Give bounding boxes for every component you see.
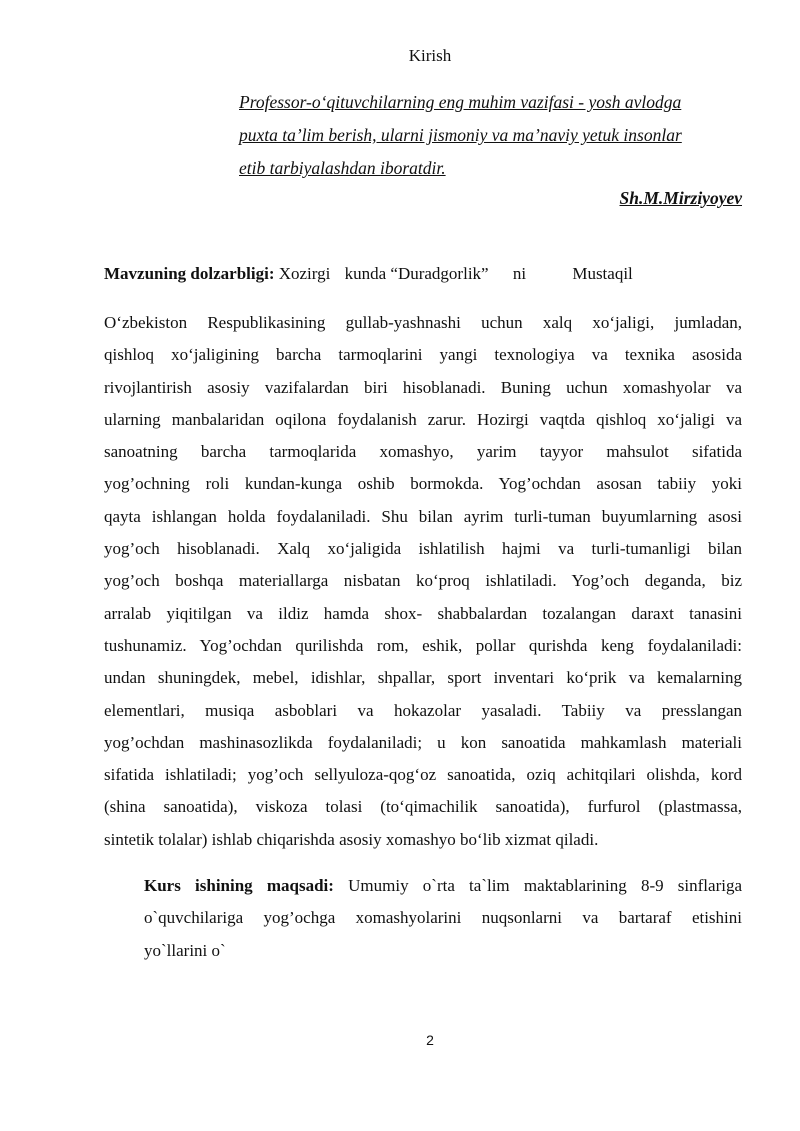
course-goal-label: Kurs ishining maqsadi: [144, 876, 334, 895]
paragraph-line: o`quvchilariga yog’ochga xomashyolarini nuqsonlarni va bartaraf etishini [144, 908, 742, 928]
page-number: 2 [426, 1032, 434, 1048]
paragraph-line: qishloq xo‘jaligining barcha tarmoqlarini yangi texnologiya va texnika asosida [104, 345, 742, 365]
paragraph-line: O‘zbekiston Respublikasining gullab-yashnashi uchun xalq xo‘jaligi, jumladan, [104, 313, 742, 332]
relevance-line [104, 264, 633, 284]
epigraph-line: Professor-o‘qituvchilarning eng muhim vazifasi - yosh avlodga [239, 92, 682, 112]
relevance-word: kunda “Duradgorlik” [344, 264, 489, 283]
paragraph-line: yog’ochdan mashinasozlikda foydalaniladi; u kon sanoatida mahkamlash materiali [104, 732, 742, 752]
paragraph-line [144, 870, 742, 902]
paragraph-line: arralab yiqitilgan va ildiz hamda shox- shabbalardan tozalangan daraxt tanasini [104, 603, 742, 623]
paragraph-line: sanoatning barcha tarmoqlarida xomashyo, yarim tayyor mahsulot sifatida [104, 442, 742, 462]
course-goal-paragraph [144, 870, 742, 967]
paragraph-line: elementlari, musiqa asboblari va hokazolar yasaladi. Tabiiy va presslangan [104, 700, 742, 720]
paragraph-line: yog’ochning roli kundan-kunga oshib bormokda. Yog’ochdan asosan tabiiy yoki [104, 474, 742, 494]
paragraph-line: sintetik tolalar) ishlab chiqarishda asosiy xomashyo bo‘lib xizmat qiladi. [104, 829, 599, 849]
body-paragraph [104, 307, 742, 856]
paragraph-line: undan shuningdek, mebel, idishlar, shpallar, sport inventari ko‘prik va kemalarning [104, 668, 742, 688]
paragraph-line: rivojlantirish asosiy vazifalardan biri hisoblanadi. Buning uchun xomashyolar va [104, 377, 742, 397]
relevance-word: ni [512, 264, 527, 283]
paragraph-line: qayta ishlangan holda foydalaniladi. Shu bilan ayrim turli-tuman buyumlarning asosi [104, 506, 742, 526]
relevance-word: Mustaqil [572, 264, 633, 283]
paragraph-line: yog’och boshqa materiallarga nisbatan ko‘proq ishlatiladi. Yog’och deganda, biz [104, 571, 742, 591]
paragraph-line: yo`llarini o` [144, 940, 226, 960]
paragraph-line: (shina sanoatida), viskoza tolasi (to‘qimachilik sanoatida), furfurol (plastmassa, [104, 797, 742, 817]
relevance-word: Xozirgi [278, 264, 331, 283]
paragraph-line: ularning manbalaridan oqilona foydalanish zarur. Hozirgi vaqtda qishloq xo‘jaligi va [104, 409, 742, 429]
paragraph-line: tushunamiz. Yog’ochdan qurilishda rom, eshik, pollar qurishda keng foydalaniladi: [104, 635, 742, 655]
epigraph-line: etib tarbiyalashdan iboratdir. [239, 158, 446, 178]
paragraph-line: sifatida ishlatiladi; yog’och sellyuloza-qog‘oz sanoatida, oziq achitqilari olishda, kord [104, 765, 742, 785]
epigraph-quote [239, 86, 742, 185]
course-goal-text: Umumiy o`rta ta`lim maktablarining 8-9 sinflariga [348, 876, 742, 895]
section-heading: Kirish [408, 46, 452, 65]
epigraph-author: Sh.M.Mirziyoyev [619, 188, 742, 208]
paragraph-line: yog’och hisoblanadi. Xalq xo‘jaligida ishlatilish hajmi va turli-tumanligi bilan [104, 539, 742, 559]
epigraph-line: puxta ta’lim berish, ularni jismoniy va ma’naviy yetuk insonlar [239, 125, 682, 145]
relevance-label: Mavzuning dolzarbligi: [104, 264, 275, 283]
